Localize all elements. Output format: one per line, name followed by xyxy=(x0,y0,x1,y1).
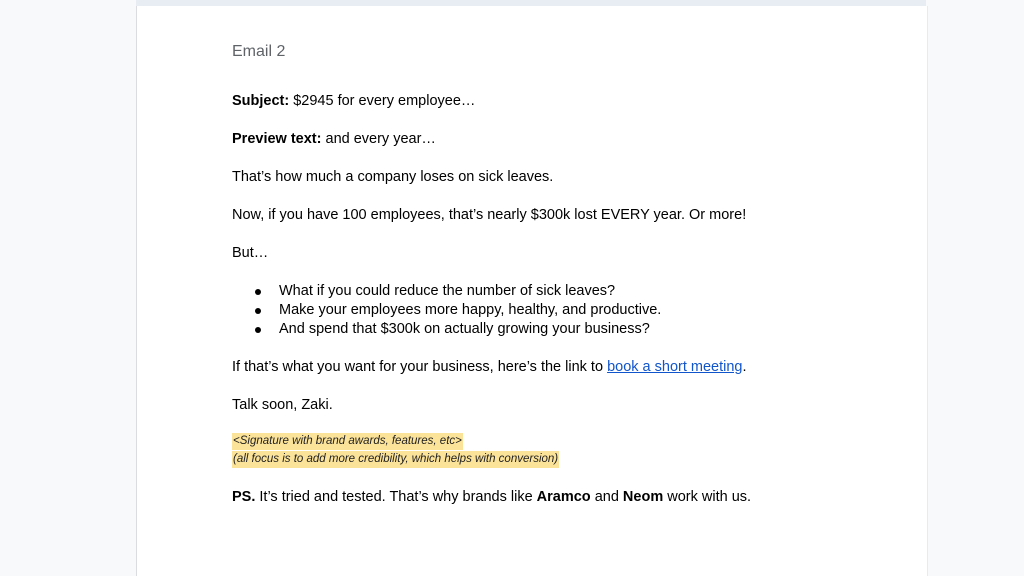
preview-label: Preview text: xyxy=(232,131,322,147)
list-item xyxy=(232,282,661,301)
paragraph-sick-leaves: That’s how much a company loses on sick leaves. xyxy=(232,169,554,185)
subject-value: $2945 for every employee… xyxy=(293,93,476,109)
bullet-text: And spend that $300k on actually growing your business? xyxy=(279,321,650,337)
signature-note: <Signature with brand awards, features, etc> xyxy=(232,433,463,450)
cta-suffix: . xyxy=(742,359,747,375)
email-heading: Email 2 xyxy=(232,43,286,60)
credibility-note: (all focus is to add more credibility, which helps with conversion) xyxy=(232,451,559,468)
cta-prefix: If that’s what you want for your business, here’s the link to xyxy=(232,359,608,375)
ps-paragraph xyxy=(232,488,751,507)
bullet-list xyxy=(232,282,661,339)
preview-text-line xyxy=(232,130,436,149)
brand-aramco: Aramco xyxy=(536,489,591,505)
bullet-text: Make your employees more happy, healthy, and productive. xyxy=(279,302,662,318)
list-item xyxy=(232,320,661,339)
ps-text-2: and xyxy=(590,489,623,505)
signoff: Talk soon, Zaki. xyxy=(232,397,333,413)
list-item xyxy=(232,301,661,320)
cta-paragraph xyxy=(232,358,747,377)
subject-line xyxy=(232,92,475,111)
ps-text-3: work with us. xyxy=(663,489,752,505)
subject-label: Subject: xyxy=(232,93,290,109)
brand-neom: Neom xyxy=(622,489,664,505)
bullet-dot-icon xyxy=(255,289,261,295)
book-meeting-link[interactable]: book a short meeting xyxy=(607,359,743,375)
paragraph-but: But… xyxy=(232,245,269,261)
ps-text-1: It’s tried and tested. That’s why brands like xyxy=(255,489,537,505)
document-page[interactable] xyxy=(136,6,928,576)
bullet-text: What if you could reduce the number of sick leaves? xyxy=(279,283,616,299)
ps-label: PS. xyxy=(232,489,256,505)
bullet-dot-icon xyxy=(255,308,261,314)
bullet-dot-icon xyxy=(255,327,261,333)
preview-value: and every year… xyxy=(325,131,436,147)
paragraph-employees: Now, if you have 100 employees, that’s nearly $300k lost EVERY year. Or more! xyxy=(232,207,747,223)
